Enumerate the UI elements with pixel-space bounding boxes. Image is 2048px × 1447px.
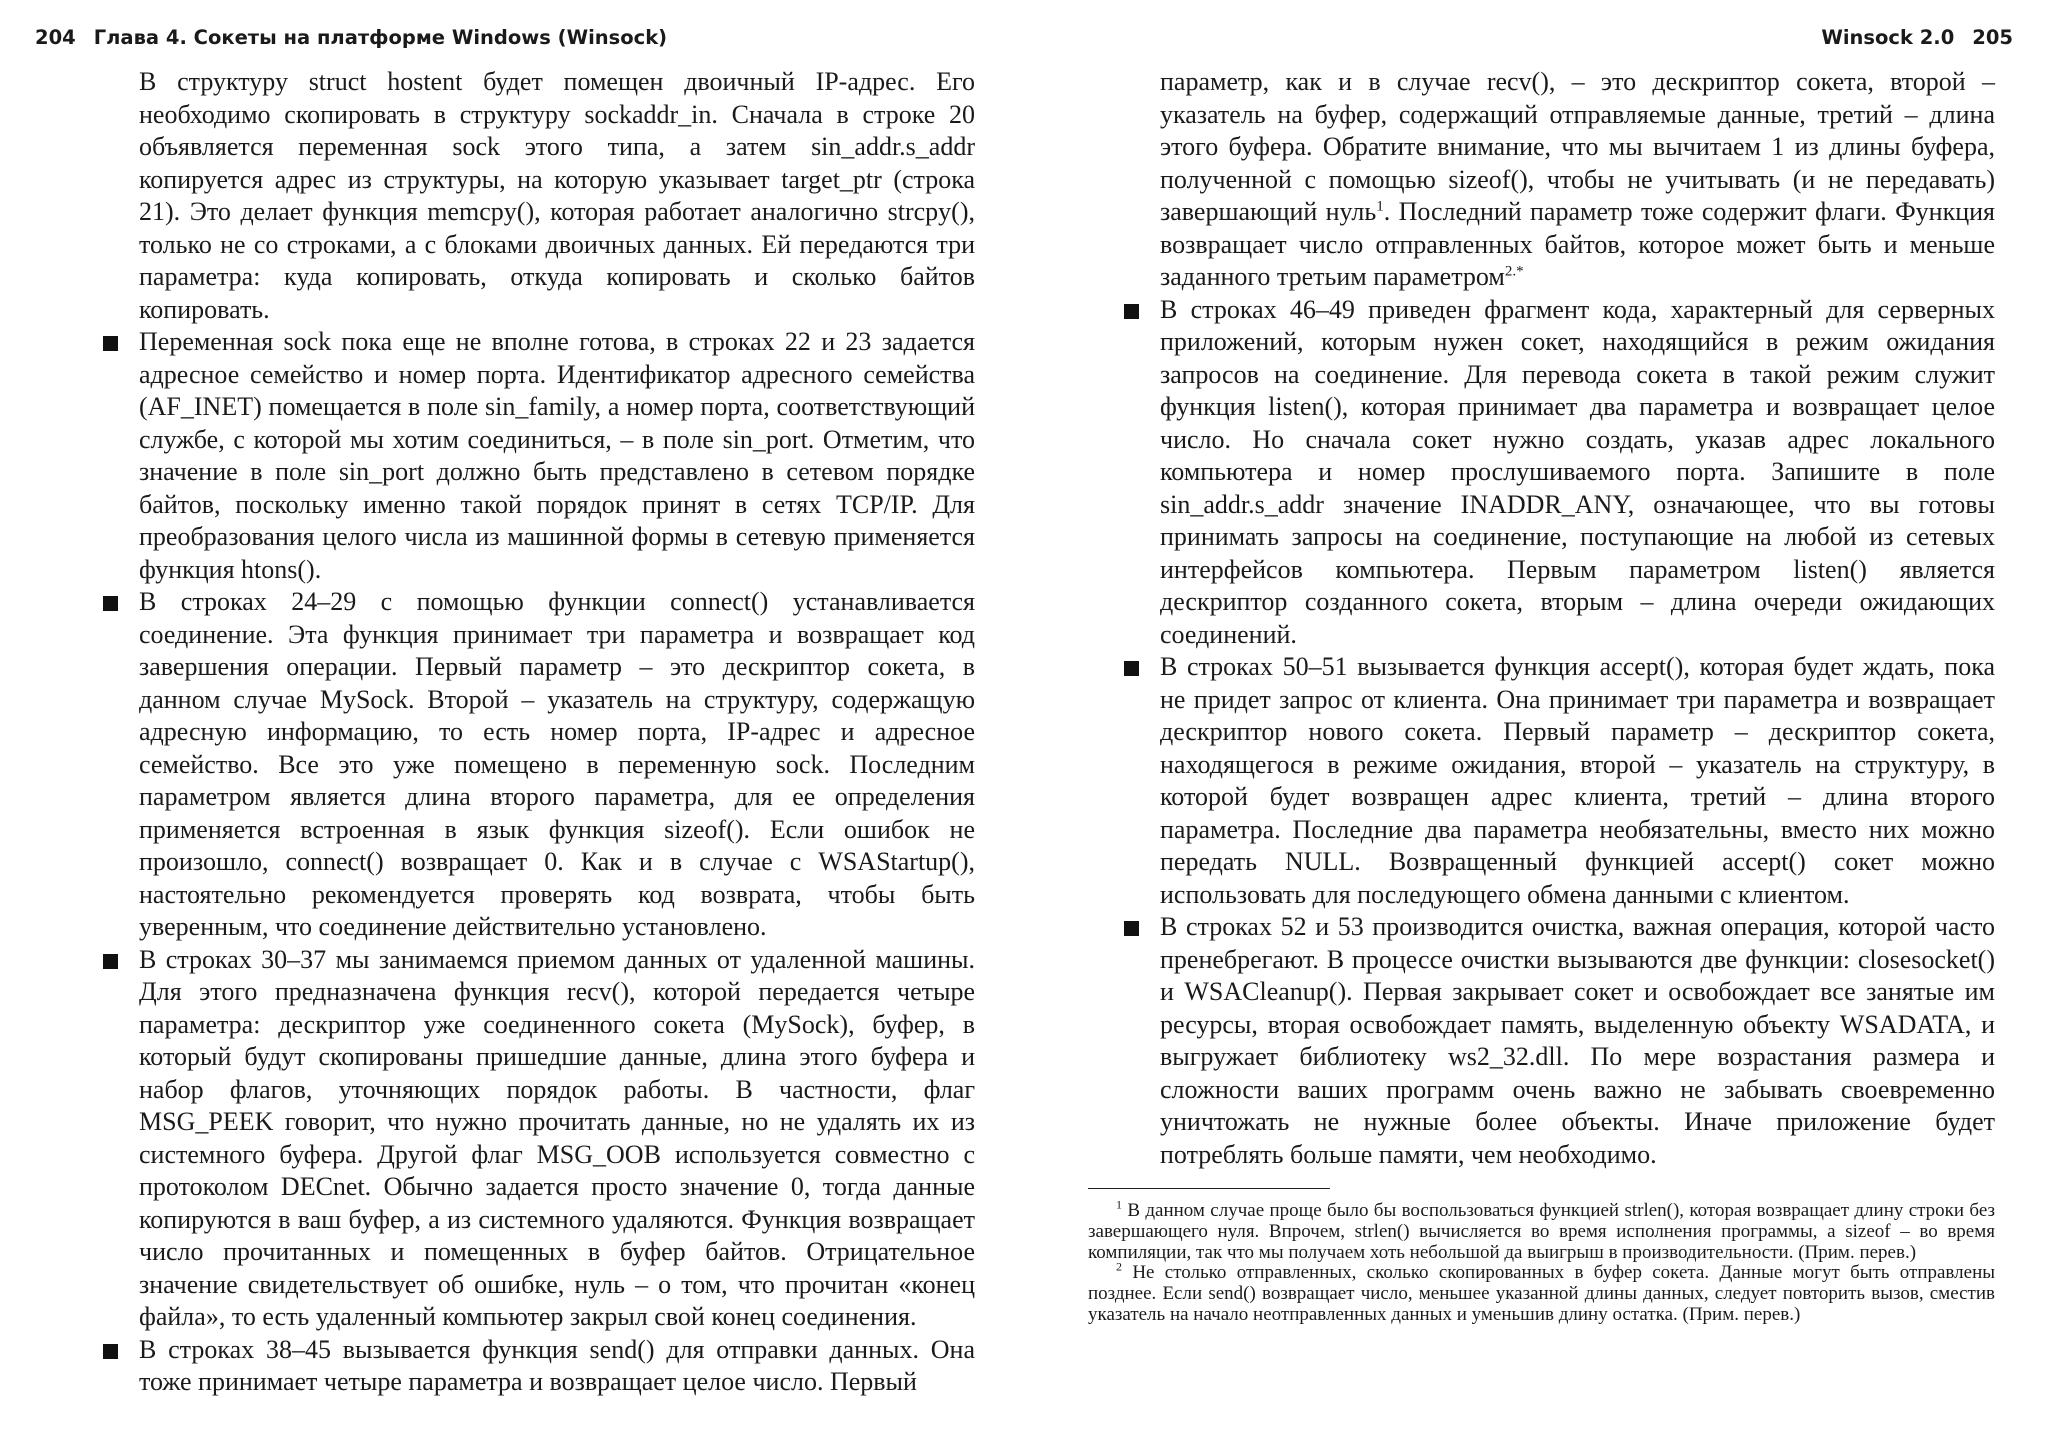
- left-running-title: Глава 4. Сокеты на платформе Windows (Winsock): [93, 26, 668, 49]
- left-page-body: [139, 66, 975, 1399]
- footnote-text: Не столько отправленных, сколько скопированных в буфер сокета. Данные могут быть отправлены позднее. Если send() возвращает число, меньшее указанной длины данных, следует повторить вызов, сместив указатель на начало неотправленных данных и уменьшив длину остатка. (Прим. перев.): [1088, 1262, 1996, 1325]
- list-item: В строках 52 и 53 производится очистка, важная операция, которой часто пренебрегают. В процессе очистки вызываются две функции: closesocket() и WSACleanup(). Первая закрывает сокет и освобождает все занятые им ресурсы, вторая освобождает память, выделенную объекту WSADATA, и выгружает библиотеку ws2_32.dll. По мере возрастания размера и сложности ваших программ очень важно не забывать своевременно уничтожать не нужные более объекты. Иначе приложение будет потреблять больше памяти, чем необходимо.: [1160, 911, 1995, 1171]
- continuation-paragraph: [1160, 66, 1995, 294]
- right-page-header: [1821, 26, 2013, 49]
- footnote-mark: 2: [1116, 1260, 1122, 1275]
- right-page-body: [1160, 66, 1995, 1171]
- continuation-text-1: параметр, как и в случае recv(), – это дескриптор сокета, второй – указатель на буфер, содержащий отправляемые данные, третий – длина этого буфера. Обратите внимание, что мы вычитаем 1 из длины буфера, полученной с помощью sizeof(), чтобы не учитывать (и не передавать) завершающий нуль: [1160, 67, 1995, 226]
- footnote-1: [1088, 1197, 1995, 1263]
- list-item: В строках 30–37 мы занимаемся приемом данных от удаленной машины. Для этого предназначена функция recv(), которой передается четыре параметра: дескриптор уже соединенного сокета (MySock), буфер, в который будут скопированы пришедшие данные, длина этого буфера и набор флагов, уточняющих порядок работы. В частности, флаг MSG_PEEK говорит, что нужно прочитать данные, но не удалять их из системного буфера. Другой флаг MSG_OOB используется совместно с протоколом DECnet. Обычно задается просто значение 0, тогда данные копируются в ваш буфер, а из системного удаляются. Функция возвращает число прочитанных и помещенных в буфер байтов. Отрицательное значение свидетельствует об ошибке, нуль – о том, что прочитан «конец файла», то есть удаленный компьютер закрыл свой конец соединения.: [139, 944, 975, 1334]
- footnote-2: [1088, 1260, 1996, 1325]
- footnote-ref-2: 2.*: [1504, 263, 1524, 280]
- list-item: В строках 50–51 вызывается функция accept(), которая будет ждать, пока не придет запрос от клиента. Она принимает три параметра и возвращает дескриптор нового сокета. Первый параметр – дескриптор сокета, находящегося в режиме ожидания, второй – указатель на структуру, в которой будет возвращен адрес клиента, третий – длина второго параметра. Последние два параметра необязательны, вместо них можно передать NULL. Возвращенный функцией accept() сокет можно использовать для последующего обмена данными с клиентом.: [1160, 651, 1995, 911]
- footnote-mark: 1: [1116, 1197, 1122, 1212]
- right-running-title: Winsock 2.0: [1821, 26, 1955, 49]
- left-page-header: [35, 26, 667, 49]
- list-item: В строках 46–49 приведен фрагмент кода, характерный для серверных приложений, которым нужен сокет, находящийся в режим ожидания запросов на соединение. Для перевода сокета в такой режим служит функция listen(), которая принимает два параметра и возвращает целое число. Но сначала сокет нужно создать, указав адрес локального компьютера и номер прослушиваемого порта. Запишите в поле sin_addr.s_addr значение INADDR_ANY, означающее, что вы готовы принимать запросы на соединение, поступающие на любой из сетевых интерфейсов компьютера. Первым параметром listen() является дескриптор созданного сокета, вторым – длина очереди ожидающих соединений.: [1160, 294, 1995, 652]
- footnote-ref-1: 1: [1376, 198, 1384, 215]
- left-bullet-list: [139, 326, 975, 1399]
- list-item: В строках 38–45 вызывается функция send() для отправки данных. Она тоже принимает четыре параметра и возвращает целое число. Первый: [139, 1334, 975, 1399]
- left-page-number: 204: [35, 26, 76, 49]
- right-bullet-list: [1160, 294, 1995, 1172]
- intro-paragraph: В структуру struct hostent будет помещен двоичный IP-адрес. Его необходимо скопировать в структуру sockaddr_in. Сначала в строке 20 объявляется переменная sock этого типа, а затем sin_addr.s_addr копируется адрес из структуры, на которую указывает target_ptr (строка 21). Это делает функция memcpy(), которая работает аналогично strcpy(), только не со строками, а с блоками двоичных данных. Ей передаются три параметра: куда копировать, откуда копировать и сколько байтов копировать.: [139, 67, 975, 324]
- footnotes: [1088, 1197, 1996, 1326]
- list-item: В строках 24–29 с помощью функции connect() устанавливается соединение. Эта функция принимает три параметра и возвращает код завершения операции. Первый параметр – это дескриптор сокета, в данном случае MySock. Второй – указатель на структуру, содержащую адресную информацию, то есть номер порта, IP-адрес и адресное семейство. Все это уже помещено в переменную sock. Последним параметром является длина второго параметра, для ее определения применяется встроенная в язык функция sizeof(). Если ошибок не произошло, connect() возвращает 0. Как и в случае с WSAStartup(), настоятельно рекомендуется проверять код возврата, чтобы быть уверенным, что соединение действительно установлено.: [139, 586, 975, 944]
- continuation-text-2: . Последний параметр тоже содержит флаги. Функция возвращает число отправленных байтов, которое может быть и меньше заданного третьим параметром: [1160, 197, 1995, 291]
- list-item: Переменная sock пока еще не вполне готова, в строках 22 и 23 задается адресное семейство и номер порта. Идентификатор адресного семейства (AF_INET) помещается в поле sin_family, а номер порта, соответствующий службе, с которой мы хотим соединиться, – в поле sin_port. Отметим, что значение в поле sin_port должно быть представлено в сетевом порядке байтов, поскольку именно такой порядок принят в сетях TCP/IP. Для преобразования целого числа из машинной формы в сетевую применяется функция htons().: [139, 326, 975, 586]
- footnote-divider: [1088, 1188, 1330, 1189]
- footnote-text: В данном случае проще было бы воспользоваться функцией strlen(), которая возвращает длину строки без завершающего нуля. Впрочем, strlen() вычисляется во время исполнения программы, а sizeof – во время компиляции, так что мы получаем хоть небольшой да выигрыш в производительности. (Прим. перев.): [1088, 1200, 1995, 1263]
- right-page-number: 205: [1972, 26, 2013, 49]
